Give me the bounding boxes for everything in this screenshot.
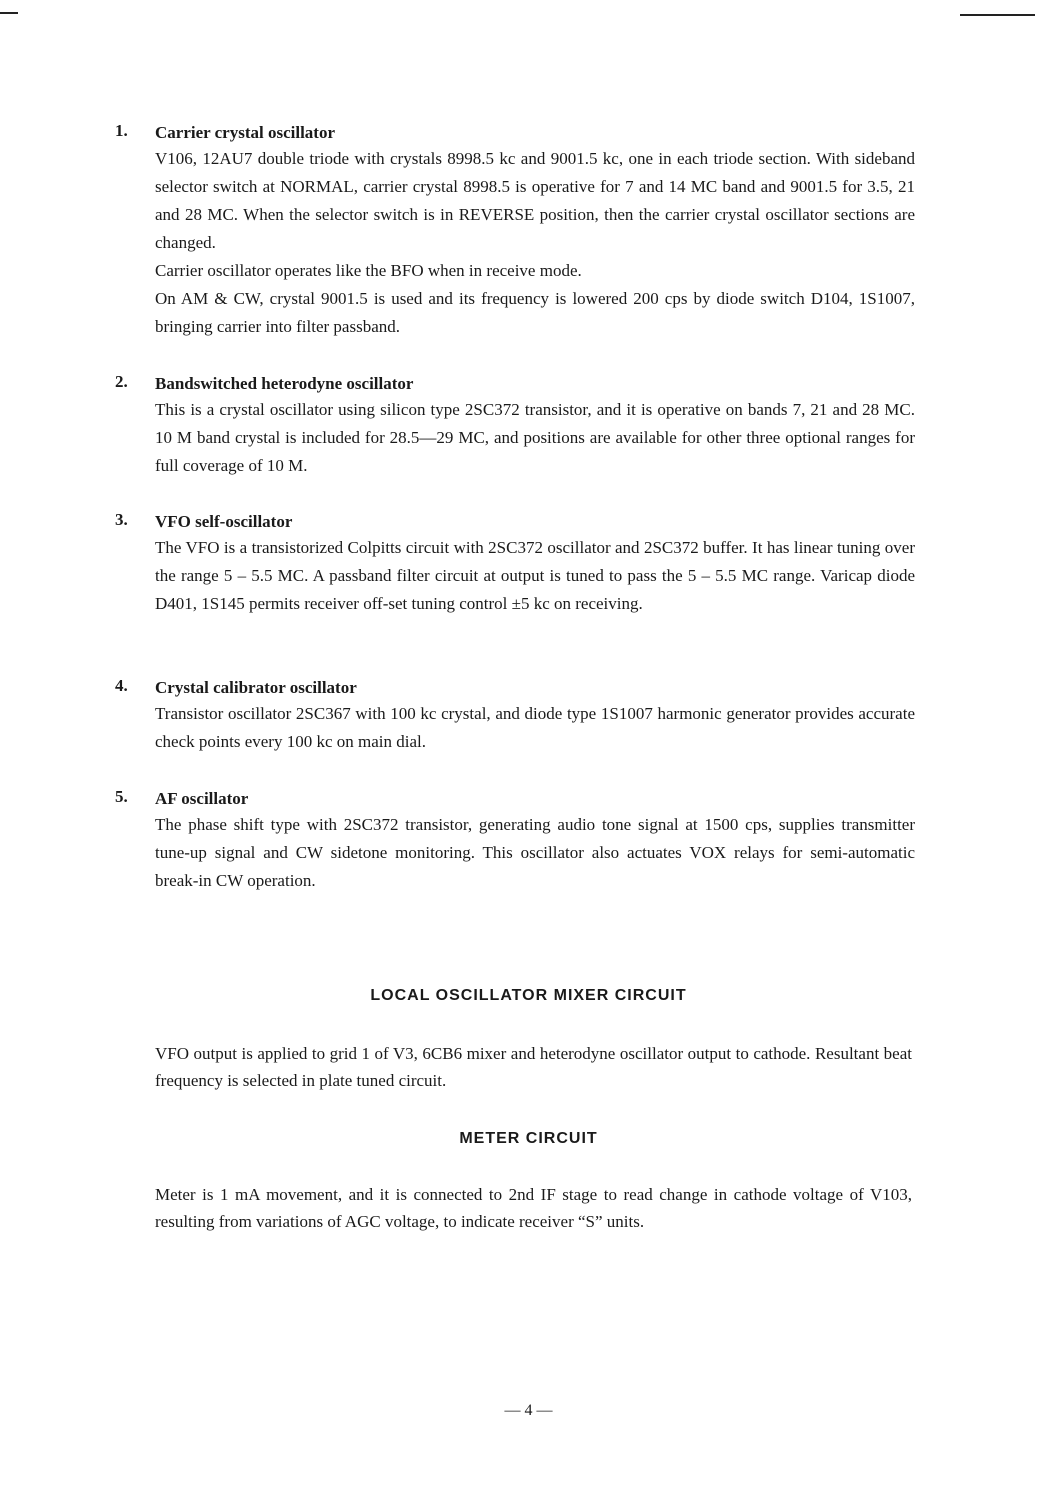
heading-meter-circuit: METER CIRCUIT [459, 1130, 598, 1147]
section-title: Crystal calibrator oscillator [155, 678, 357, 697]
section-af-oscillator [115, 787, 915, 895]
section-heterodyne-oscillator [115, 372, 915, 480]
section-number: 3. [115, 510, 128, 529]
section-paragraph: Carrier oscillator operates like the BFO when in receive mode. [155, 261, 582, 280]
section-paragraph: V106, 12AU7 double triode with crystals 8998.5 kc and 9001.5 kc, one in each triode section. With sideband selector switch at NORMAL, carrier crystal 8998.5 is operative for 7 and 14 MC band and 9001.5 for 3.5, 21 and 28 MC. When the selector switch is in REVERSE position, then the carrier crystal oscillator sections are changed. [155, 149, 915, 252]
section-paragraph: The phase shift type with 2SC372 transistor, generating audio tone signal at 1500 cps, supplies transmitter tune-up signal and CW sidetone monitoring. This oscillator also actuates VOX relays for semi-automatic break-in CW operation. [155, 815, 915, 890]
meter-paragraph: Meter is 1 mA movement, and it is connected to 2nd IF stage to read change in cathode voltage of V103, resulting from variations of AGC voltage, to indicate receiver “S” units. [155, 1185, 912, 1231]
section-title: AF oscillator [155, 789, 249, 808]
local-oscillator-paragraph: VFO output is applied to grid 1 of V3, 6CB6 mixer and heterodyne oscillator output to cathode. Resultant beat frequency is selected in plate tuned circuit. [155, 1044, 912, 1090]
section-paragraph: On AM & CW, crystal 9001.5 is used and its frequency is lowered 200 cps by diode switch D104, 1S1007, bringing carrier into filter passband. [155, 289, 915, 336]
section-title: VFO self-oscillator [155, 512, 293, 531]
section-number: 5. [115, 787, 128, 806]
scan-mark-left [0, 12, 18, 14]
section-title: Carrier crystal oscillator [155, 123, 336, 142]
section-paragraph: Transistor oscillator 2SC367 with 100 kc crystal, and diode type 1S1007 harmonic generator provides accurate check points every 100 kc on main dial. [155, 704, 915, 751]
heading-local-oscillator-mixer: LOCAL OSCILLATOR MIXER CIRCUIT [370, 987, 687, 1004]
scan-mark-right [960, 14, 1035, 16]
page-number: — 4 — [504, 1402, 553, 1419]
section-paragraph: The VFO is a transistorized Colpitts circuit with 2SC372 oscillator and 2SC372 buffer. It has linear tuning over the range 5 – 5.5 MC. A passband filter circuit at output is tuned to pass the 5 – 5.5 MC range. Varicap diode D401, 1S145 permits receiver off-set tuning control ±5 kc on receiving. [155, 538, 915, 613]
section-crystal-calibrator [115, 676, 915, 756]
section-vfo [115, 510, 915, 618]
section-title: Bandswitched heterodyne oscillator [155, 374, 414, 393]
section-number: 2. [115, 372, 128, 391]
section-number: 1. [115, 121, 128, 140]
section-paragraph: This is a crystal oscillator using silicon type 2SC372 transistor, and it is operative on bands 7, 21 and 28 MC. 10 M band crystal is included for 28.5—29 MC, and positions are available for other three optional ranges for full coverage of 10 M. [155, 400, 915, 475]
section-carrier-crystal-oscillator [115, 121, 915, 341]
section-number: 4. [115, 676, 128, 695]
